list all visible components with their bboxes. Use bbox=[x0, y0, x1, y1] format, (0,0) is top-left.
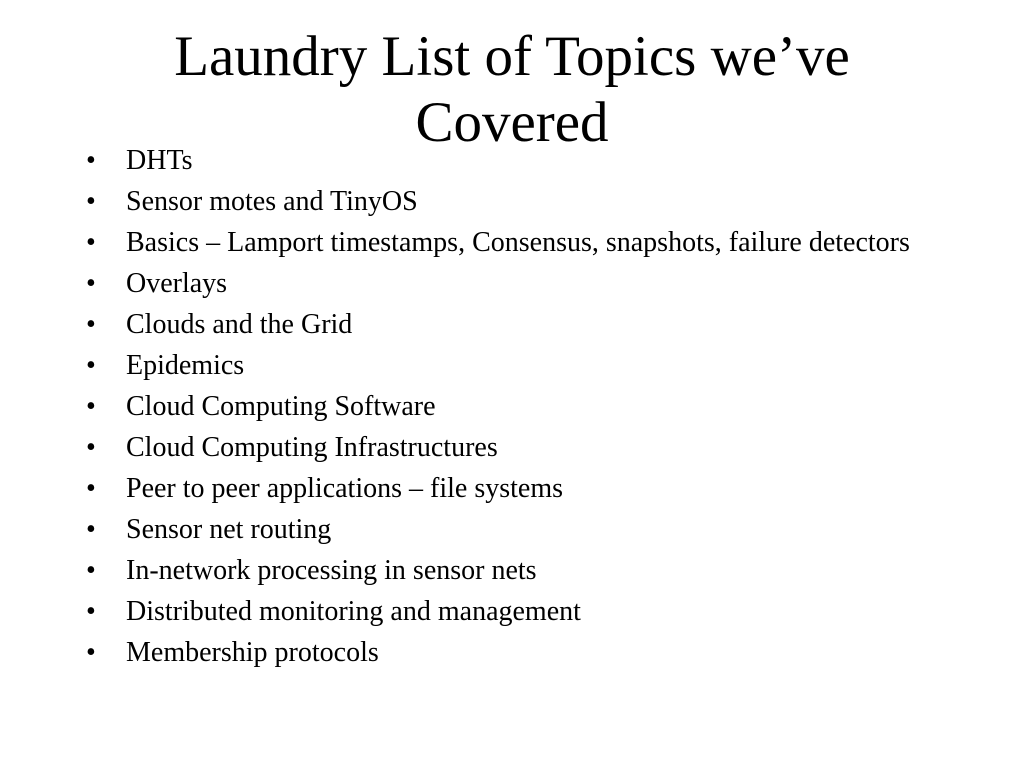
slide-title bbox=[60, 24, 964, 156]
list-item-text: Distributed monitoring and management bbox=[126, 596, 581, 627]
list-item-text: Basics – Lamport timestamps, Consensus, snapshots, failure detectors bbox=[126, 227, 910, 258]
list-item bbox=[86, 432, 986, 464]
bullet-icon: • bbox=[86, 350, 96, 381]
bullet-icon: • bbox=[86, 432, 96, 463]
bullet-icon: • bbox=[86, 391, 96, 422]
list-item bbox=[86, 227, 986, 259]
list-item-text: DHTs bbox=[126, 145, 193, 176]
list-item-text: In-network processing in sensor nets bbox=[126, 555, 537, 586]
bullet-icon: • bbox=[86, 473, 96, 504]
bullet-icon: • bbox=[86, 227, 96, 258]
list-item-text: Sensor motes and TinyOS bbox=[126, 186, 418, 217]
list-item bbox=[86, 555, 986, 587]
list-item bbox=[86, 268, 986, 300]
bullet-icon: • bbox=[86, 186, 96, 217]
bullet-icon: • bbox=[86, 514, 96, 545]
list-item bbox=[86, 186, 986, 218]
list-item-text: Cloud Computing Software bbox=[126, 391, 436, 422]
list-item bbox=[86, 391, 986, 423]
bullet-icon: • bbox=[86, 596, 96, 627]
list-item-text: Clouds and the Grid bbox=[126, 309, 353, 340]
list-item bbox=[86, 145, 986, 177]
list-item bbox=[86, 596, 986, 628]
list-item bbox=[86, 350, 986, 382]
slide-title-line-2: Covered bbox=[415, 91, 609, 154]
list-item-text: Cloud Computing Infrastructures bbox=[126, 432, 498, 463]
list-item bbox=[86, 309, 986, 341]
slide-title-line-1: Laundry List of Topics we’ve bbox=[174, 25, 850, 88]
bullet-icon: • bbox=[86, 145, 96, 176]
bullet-icon: • bbox=[86, 555, 96, 586]
bullet-icon: • bbox=[86, 309, 96, 340]
list-item-text: Epidemics bbox=[126, 350, 245, 381]
list-item-text: Sensor net routing bbox=[126, 514, 332, 545]
list-item-text: Peer to peer applications – file systems bbox=[126, 473, 563, 504]
list-item-text: Overlays bbox=[126, 268, 228, 299]
topic-list bbox=[86, 145, 986, 678]
list-item bbox=[86, 514, 986, 546]
list-item-text: Membership protocols bbox=[126, 637, 379, 668]
list-item bbox=[86, 473, 986, 505]
bullet-icon: • bbox=[86, 268, 96, 299]
list-item bbox=[86, 637, 986, 669]
bullet-icon: • bbox=[86, 637, 96, 668]
